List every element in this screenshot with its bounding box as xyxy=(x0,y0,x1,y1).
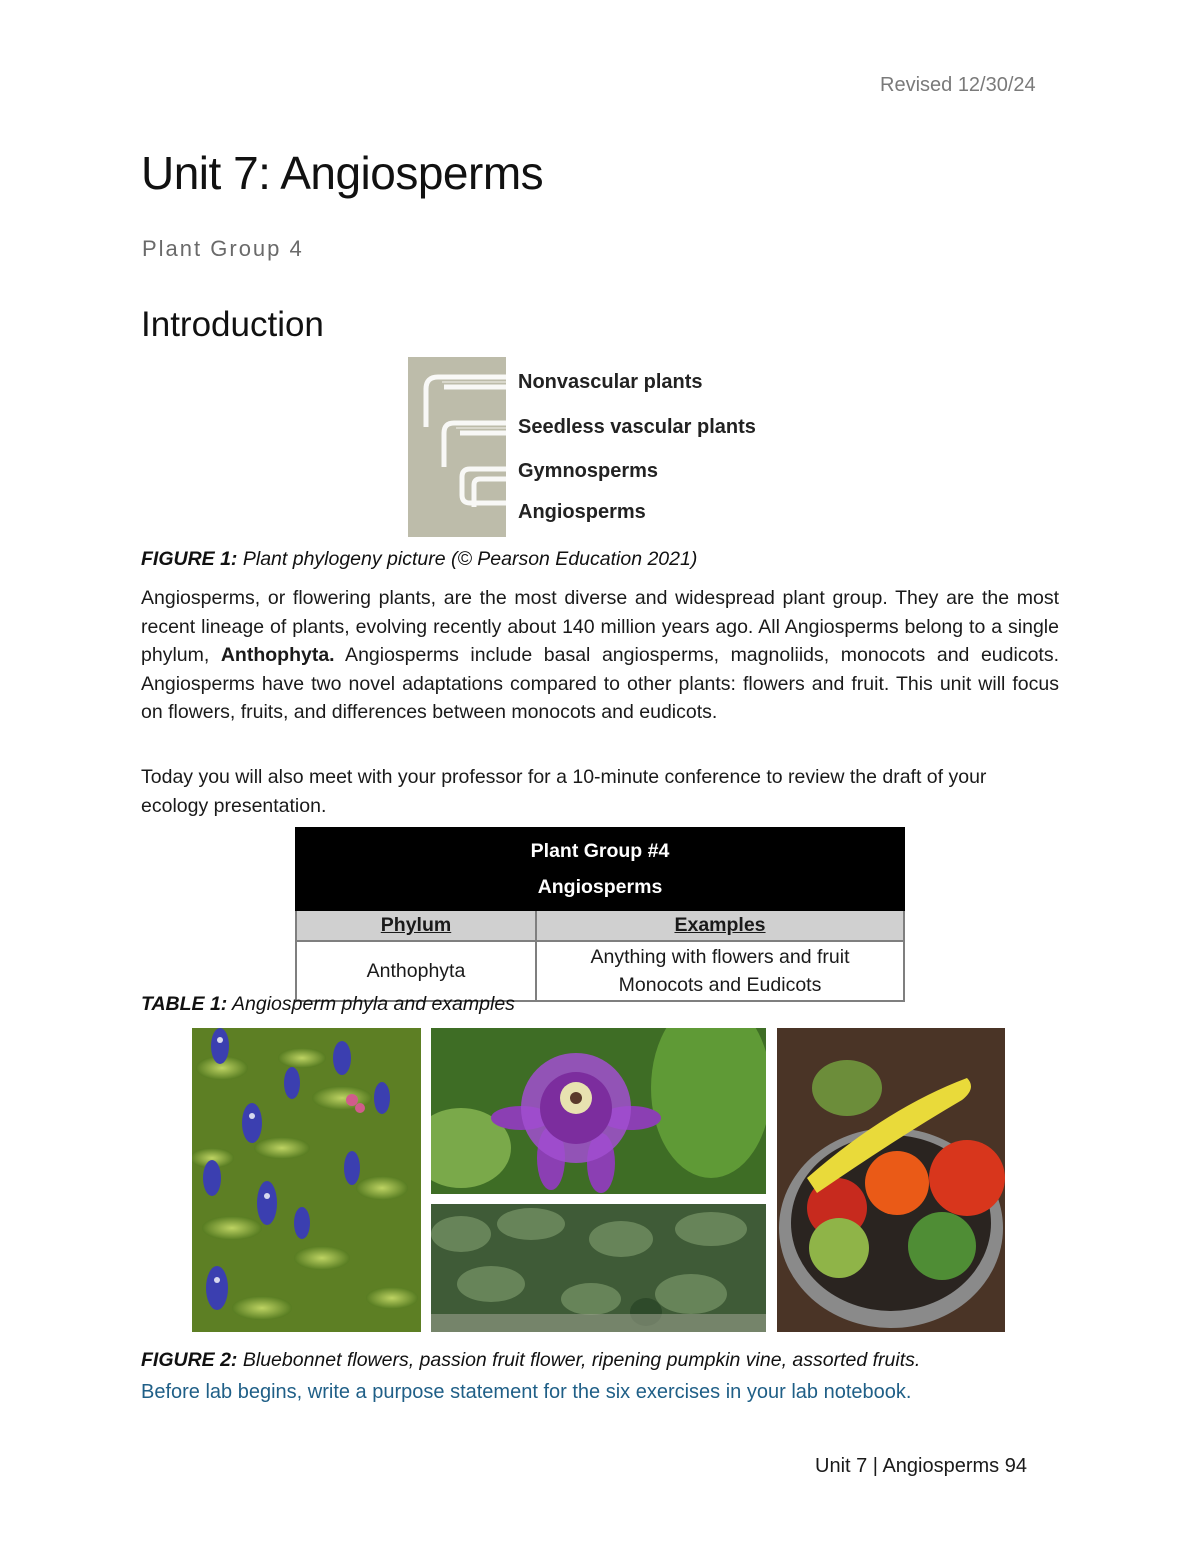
table-title xyxy=(296,828,904,910)
table1-caption-label: TABLE 1: xyxy=(141,993,228,1015)
phylogeny-label-nonvascular: Nonvascular plants xyxy=(518,371,703,393)
table-cell-examples-line1: Anything with flowers and fruit xyxy=(590,946,850,968)
page-subtitle: Plant Group 4 xyxy=(142,236,304,261)
table-title-line2: Angiosperms xyxy=(537,876,663,898)
table1-caption xyxy=(141,993,515,1016)
figure1-caption-label: FIGURE 1: xyxy=(141,548,238,570)
figure2-caption-label: FIGURE 2: xyxy=(141,1349,238,1371)
phylogeny-tree-graphic xyxy=(408,357,506,537)
table-cell-phylum: Anthophyta xyxy=(296,941,536,1001)
bluebonnet-photo xyxy=(192,1028,421,1332)
table-row xyxy=(296,941,904,1001)
intro-p1-part-a: Angiosperms, or flowering plants, are the most diverse and widespread plant group. They are the most recent lineage of plants, evolving recently about 140 million years ago. All Angiosperms belong to a single phylum, xyxy=(141,587,1059,666)
table1-caption-text: Angiosperm phyla and examples xyxy=(227,993,515,1015)
phylogeny-label-angiosperms: Angiosperms xyxy=(518,501,646,523)
intro-paragraph-1 xyxy=(141,584,1059,727)
passion-flower-photo xyxy=(431,1028,766,1194)
page-title: Unit 7: Angiosperms xyxy=(141,147,544,199)
phylogeny-label-gymnosperms: Gymnosperms xyxy=(518,460,659,482)
phylogeny-figure xyxy=(408,357,828,537)
intro-p1-bold-phylum: Anthophyta. xyxy=(220,644,335,666)
table-title-line1: Plant Group #4 xyxy=(530,840,670,862)
plant-group-table xyxy=(295,827,905,1002)
figure2-caption-text: Bluebonnet flowers, passion fruit flower, ripening pumpkin vine, assorted fruits. xyxy=(237,1349,921,1371)
intro-paragraph-2: Today you will also meet with your professor for a 10-minute conference to review the draft of your ecology presentation. xyxy=(141,766,987,817)
table-col-phylum: Phylum xyxy=(296,910,536,941)
assorted-fruits-photo xyxy=(777,1028,1005,1332)
page-footer: Unit 7 | Angiosperms 94 xyxy=(815,1455,1027,1477)
phylogeny-label-seedless-vascular: Seedless vascular plants xyxy=(518,416,756,438)
pumpkin-vine-photo xyxy=(431,1204,766,1332)
figure1-caption xyxy=(141,548,697,571)
lab-purpose-instruction: Before lab begins, write a purpose statement for the six exercises in your lab notebook. xyxy=(141,1381,912,1403)
table-cell-examples xyxy=(536,941,904,1001)
section-heading-introduction: Introduction xyxy=(141,305,324,344)
revised-date: Revised 12/30/24 xyxy=(880,74,1036,96)
table-col-examples: Examples xyxy=(536,910,904,941)
figure1-caption-text: Plant phylogeny picture (© Pearson Education 2021) xyxy=(237,548,698,570)
table-cell-examples-line2: Monocots and Eudicots xyxy=(618,974,822,996)
intro-p1-part-b: Angiosperms include basal angiosperms, magnoliids, monocots and eudicots. Angiosperms have two novel adaptations compared to other plants: flowers and fruit. This unit will focus on flowers, fruits, and differences between monocots and eudicots. xyxy=(141,644,1059,723)
figure2-caption xyxy=(141,1349,920,1372)
